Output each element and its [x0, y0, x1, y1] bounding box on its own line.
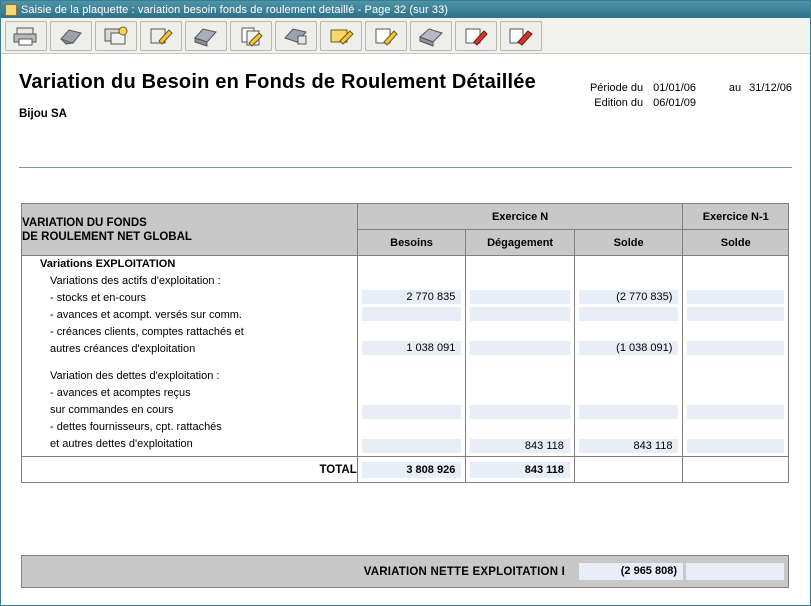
edition-label: Edition du	[594, 97, 644, 109]
value-cell[interactable]	[362, 307, 462, 321]
value-cell[interactable]	[579, 405, 679, 419]
period-label: Période du	[589, 82, 644, 94]
corner-title-line1: VARIATION DU FONDS	[22, 216, 147, 229]
period-to: 31/12/06	[749, 82, 792, 94]
solde-column	[574, 256, 683, 457]
total-degagement: 843 118	[470, 462, 570, 478]
total-degagement-cell	[466, 457, 575, 483]
variation-nette-value-n1	[686, 563, 784, 580]
list-item: - créances clients, comptes rattachés et	[50, 326, 244, 338]
row-labels-cell	[22, 256, 358, 457]
note-button[interactable]	[320, 21, 362, 51]
value-cell[interactable]	[470, 341, 570, 355]
edit-button[interactable]	[140, 21, 182, 51]
value-cell[interactable]: 843 118	[579, 439, 679, 453]
value-cell[interactable]	[687, 290, 784, 304]
page-title: Variation du Besoin en Fonds de Roulement Détaillée	[19, 71, 536, 93]
insert-button[interactable]	[275, 21, 317, 51]
export-button[interactable]	[50, 21, 92, 51]
vfr-table	[21, 203, 789, 483]
list-item: Variations EXPLOITATION	[40, 258, 176, 270]
total-solde-n1-cell	[683, 457, 789, 483]
list-item: autres créances d'exploitation	[50, 343, 196, 355]
value-cell[interactable]	[687, 439, 784, 453]
print-button[interactable]	[5, 21, 47, 51]
col-header-solde-n1: Solde	[683, 230, 789, 256]
corner-title-line2: DE ROULEMENT NET GLOBAL	[22, 230, 192, 243]
total-besoins-cell	[357, 457, 466, 483]
value-cell[interactable]: 843 118	[470, 439, 570, 453]
col-header-solde: Solde	[574, 230, 683, 256]
list-item: et autres dettes d'exploitation	[50, 438, 193, 450]
solde-n1-column	[683, 256, 789, 457]
variation-nette-label: VARIATION NETTE EXPLOITATION I	[363, 565, 565, 578]
list-item: Variation des dettes d'exploitation :	[50, 370, 220, 382]
value-cell[interactable]: (2 770 835)	[579, 290, 679, 304]
toolbar	[1, 18, 810, 54]
group-header-exercice-n1: Exercice N-1	[683, 204, 789, 230]
value-cell[interactable]	[687, 405, 784, 419]
pages-button[interactable]	[185, 21, 227, 51]
list-item: - avances et acomptes reçus	[50, 387, 191, 399]
col-header-degagement: Dégagement	[466, 230, 575, 256]
list-item: - stocks et en-cours	[50, 292, 146, 304]
value-cell[interactable]: 1 038 091	[362, 341, 462, 355]
value-cell[interactable]	[470, 290, 570, 304]
value-cell[interactable]	[470, 405, 570, 419]
window-title: Saisie de la plaquette : variation besoin fonds de roulement detaillé - Page 32 (sur 33)	[21, 3, 449, 16]
document-icon	[5, 4, 17, 16]
value-cell[interactable]	[470, 307, 570, 321]
group-header-exercice-n: Exercice N	[357, 204, 683, 230]
period-from: 01/01/06	[653, 82, 696, 94]
col-header-besoins: Besoins	[357, 230, 466, 256]
edition-date: 06/01/09	[653, 97, 696, 109]
value-cell[interactable]	[579, 307, 679, 321]
value-cell[interactable]	[687, 341, 784, 355]
value-cell[interactable]: 2 770 835	[362, 290, 462, 304]
copy-button[interactable]	[230, 21, 272, 51]
period-to-label: au	[728, 82, 742, 94]
company-name: Bijou SA	[19, 108, 67, 120]
header-divider	[19, 167, 792, 168]
total-besoins: 3 808 926	[362, 462, 462, 478]
total-solde-cell	[574, 457, 683, 483]
list-item: - dettes fournisseurs, cpt. rattachés	[50, 421, 222, 433]
value-cell[interactable]	[362, 405, 462, 419]
preview-button[interactable]	[95, 21, 137, 51]
besoins-column	[357, 256, 466, 457]
list-item: - avances et acompt. versés sur comm.	[50, 309, 242, 321]
value-cell[interactable]: (1 038 091)	[579, 341, 679, 355]
list-item: sur commandes en cours	[50, 404, 174, 416]
value-cell[interactable]	[362, 439, 462, 453]
table-corner-title	[22, 204, 358, 256]
total-label: TOTAL	[22, 457, 358, 483]
document-button[interactable]	[410, 21, 452, 51]
list-spacer	[32, 358, 357, 368]
variation-nette-value: (2 965 808)	[579, 563, 683, 580]
validate-button[interactable]	[500, 21, 542, 51]
degagement-column	[466, 256, 575, 457]
document-meta	[569, 81, 792, 111]
document-page	[1, 55, 810, 605]
annex-button[interactable]	[365, 21, 407, 51]
list-item: Variations des actifs d'exploitation :	[50, 275, 221, 287]
value-cell[interactable]	[687, 307, 784, 321]
variation-nette-row	[21, 555, 789, 588]
delete-button[interactable]	[455, 21, 497, 51]
window-titlebar	[1, 1, 810, 18]
